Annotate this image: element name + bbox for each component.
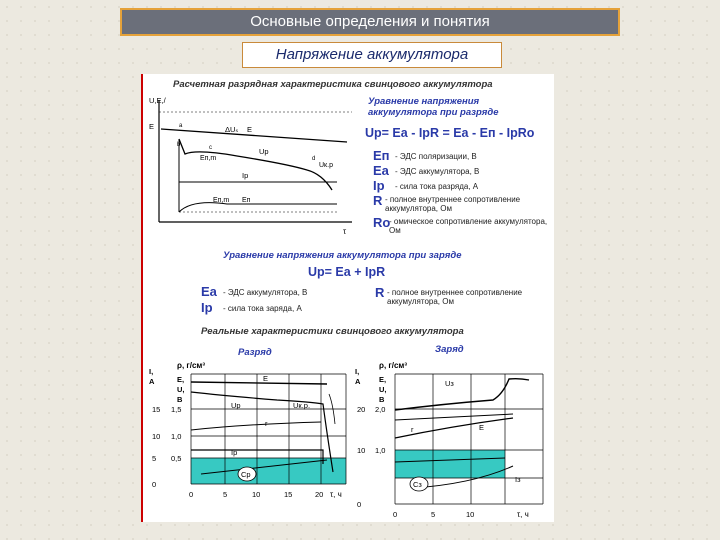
section1-title: Расчетная разрядная характеристика свинцового аккумулятора	[173, 79, 493, 90]
def-row	[373, 148, 553, 163]
def-text: - ЭДС аккумулятора, В	[223, 288, 308, 297]
disch-ytick: 5	[152, 454, 157, 463]
eq1-formula: Uр= Eа - IрR = Eа - Eп - IрRо	[365, 126, 535, 140]
def-symbol: Iр	[373, 178, 385, 193]
def-symbol: Eп	[373, 148, 390, 163]
charge-xtick: 5	[431, 510, 436, 519]
disch-ylab-u: U,	[177, 385, 185, 394]
def-symbol: R	[373, 193, 383, 208]
graph-label-ue: U,E,/	[149, 96, 166, 105]
disch-xtick: 10	[252, 490, 261, 499]
disch-xtick: 5	[223, 490, 228, 499]
graph-label-a: a	[179, 123, 183, 129]
disch-curve-ukp: Uк.р.	[293, 401, 311, 410]
slide-subtitle: Напряжение аккумулятора	[242, 42, 502, 68]
charge-xlabel: τ, ч	[517, 510, 529, 519]
graph-label-b: b	[177, 142, 181, 148]
graph-label-up: Uр	[259, 147, 269, 156]
def-text: - полное внутреннее сопротивление аккумулятора, Ом	[387, 288, 523, 306]
disch-ylab-e: E,	[177, 375, 185, 384]
charge-ylab-u: U,	[379, 385, 387, 394]
disch-ylab-i: I,	[149, 367, 154, 376]
graph-label-tau: τ	[343, 227, 347, 236]
disch-curve-ip: Iр	[231, 448, 238, 457]
disch-curve-cp: Cр	[241, 470, 251, 479]
charge-xtick: 10	[466, 510, 475, 519]
disch-ytick: 0	[152, 480, 157, 489]
def-symbol: Eа	[373, 163, 389, 178]
eq2-right-def	[375, 285, 550, 309]
graph-label-e2: E	[247, 125, 253, 134]
disch-xtick: 15	[284, 490, 293, 499]
def-row	[373, 193, 553, 215]
charge-title: Заряд	[435, 344, 464, 355]
disch-xtick: 0	[189, 490, 194, 499]
charge-ylab-rho: ρ, г/см³	[379, 361, 407, 370]
graph-label-enm2: Eп,m	[213, 197, 230, 204]
def-text: - ЭДС аккумулятора, В	[395, 167, 480, 176]
disch-ytick: 15	[152, 405, 161, 414]
discharge-real-graph	[147, 354, 360, 524]
disch-rho-tick: 1,5	[171, 405, 182, 414]
eq1-definitions	[373, 148, 553, 237]
def-text: - омическое сопротивление аккумулятора, Ом	[389, 217, 548, 235]
def-row	[373, 163, 553, 178]
graph-label-du: ΔUₛ	[225, 125, 239, 134]
disch-curve-r: r	[265, 419, 268, 428]
def-symbol: Eа	[201, 284, 217, 299]
charge-ytick: 0	[357, 500, 362, 509]
eq2-left-defs	[201, 284, 361, 316]
charge-rho-tick: 2,0	[375, 405, 386, 414]
graph-label-c: c	[209, 145, 212, 151]
def-text: - сила тока разряда, А	[395, 182, 479, 191]
charge-ylab-a: A	[355, 377, 361, 386]
charge-curve-r: r	[411, 425, 414, 434]
def-row	[373, 215, 553, 237]
disch-rho-tick: 1,0	[171, 432, 182, 441]
slide-title: Основные определения и понятия	[120, 8, 620, 36]
charge-curve-u3: Uз	[445, 379, 454, 388]
charge-curve-c3: Cз	[413, 480, 422, 489]
charge-real-graph	[353, 354, 553, 524]
graph-label-ip: Iр	[242, 171, 249, 180]
disch-ylab-rho: ρ, г/см³	[177, 361, 205, 370]
graph-label-en: Eп	[242, 197, 251, 204]
def-row	[373, 178, 553, 193]
def-row	[201, 284, 361, 300]
charge-curve-i3: Iз	[515, 475, 521, 484]
disch-curve-up: Uр	[231, 401, 241, 410]
disch-ytick: 10	[152, 432, 161, 441]
charge-ytick: 10	[357, 446, 366, 455]
charge-xtick: 0	[393, 510, 398, 519]
def-symbol: Iр	[201, 300, 213, 315]
graph-label-ukp: Uк.р	[319, 162, 333, 169]
section3-title: Реальные характеристики свинцового аккумулятора	[201, 326, 464, 337]
discharge-calc-graph	[147, 94, 362, 254]
disch-curve-e: E	[263, 374, 269, 383]
def-row	[201, 300, 361, 316]
discharge-title: Разряд	[238, 347, 272, 358]
charge-rho-tick: 1,0	[375, 446, 386, 455]
disch-xlabel: τ, ч	[330, 490, 342, 499]
eq1-title: Уравнение напряжения аккумулятора при разряде	[368, 96, 499, 118]
def-text: - сила тока заряда, А	[223, 304, 302, 313]
charge-ylab-i: I,	[355, 367, 360, 376]
def-symbol: Rо	[373, 215, 391, 230]
disch-ylab-b: B	[177, 395, 183, 404]
content-sheet	[141, 74, 554, 522]
eq2-title: Уравнение напряжения аккумулятора при заряде	[223, 250, 462, 261]
disch-rho-tick: 0,5	[171, 454, 182, 463]
graph-label-d: d	[312, 156, 316, 162]
graph-label-e: E	[149, 122, 155, 131]
eq2-formula: Uр= Eа + IрR	[308, 265, 386, 279]
disch-ylab-a: A	[149, 377, 155, 386]
disch-xtick: 20	[315, 490, 324, 499]
def-text: - ЭДС поляризации, В	[395, 152, 477, 161]
charge-ytick: 20	[357, 405, 366, 414]
def-symbol: R	[375, 285, 385, 300]
graph-label-enm: Eп,m	[200, 155, 217, 162]
def-text: - полное внутреннее сопротивление аккумулятора, Ом	[385, 195, 521, 213]
charge-ylab-b: B	[379, 395, 385, 404]
charge-curve-e: E	[479, 423, 485, 432]
charge-ylab-e: E,	[379, 375, 387, 384]
